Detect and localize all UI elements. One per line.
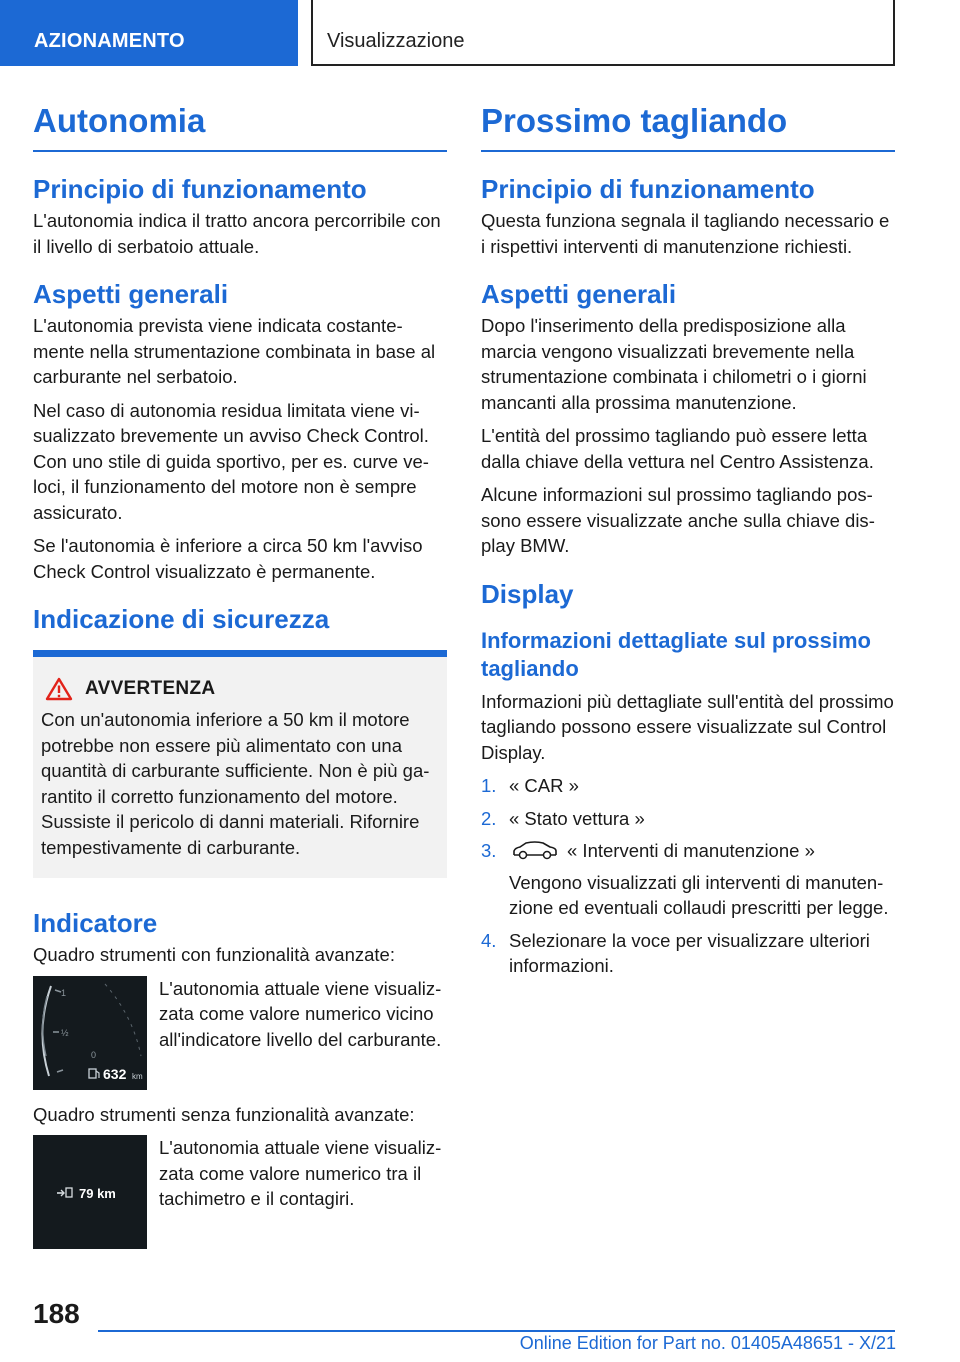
basic-cluster-image xyxy=(33,1135,147,1249)
indicatore-intro-advanced: Quadro strumenti con funzionalità avanzate: xyxy=(33,944,395,965)
display-subheading: Informazioni dettagliate sul prossimo tagliando xyxy=(481,627,871,681)
tagliando-generali-section xyxy=(481,279,895,559)
autonomia-principio-section xyxy=(33,174,447,259)
display-intro: Informazioni più dettagliate sull'entità del prossimo tagliando possono essere visualizzate sul Control Display. xyxy=(481,690,894,763)
warning-box xyxy=(33,650,447,878)
warning-triangle-icon xyxy=(45,677,73,701)
step-2 xyxy=(481,806,895,832)
autonomia-generali-section xyxy=(33,279,447,584)
step-text: « Stato vettura » xyxy=(509,807,645,829)
indicatore-section xyxy=(33,908,447,1249)
right-column xyxy=(481,100,895,986)
header-subtitle: Visualizzazione xyxy=(327,30,465,52)
gauge-tick-half: ½ xyxy=(61,1027,69,1038)
page-number: 188 xyxy=(33,1298,80,1329)
warning-text: Con un'autonomia inferiore a 50 km il motore potrebbe non essere più alimentato con una quantità di carburante sufficiente. Non è più garantito il corretto funzionamento del motore. Sussiste il pericolo di danni materiali. Rifornire tempestivamente di carburante. xyxy=(41,709,430,858)
step-number: 3. xyxy=(481,840,497,861)
step-number: 1. xyxy=(481,775,497,796)
step-3 xyxy=(481,838,895,921)
range-value-advanced: 632 xyxy=(103,1065,127,1082)
tagliando-generali-heading: Aspetti generali xyxy=(481,279,677,309)
gauge-tick-empty: 0 xyxy=(91,1049,97,1060)
display-heading: Display xyxy=(481,578,574,609)
fuel-gauge-graphic xyxy=(33,976,147,1090)
tagliando-generali-p1: Dopo l'inserimento della predisposizione alla marcia vengono visualizzati brevemente nella strumentazione combinata i chilometri o i giorni mancanti alla prossima manutenzione. xyxy=(481,315,867,413)
display-section xyxy=(481,579,895,979)
footer-divider xyxy=(98,1330,895,1332)
warning-title: AVVERTENZA xyxy=(85,678,216,699)
autonomia-principio-text: L'autonomia indica il tratto ancora percorribile con il livello di serbatoio attuale. xyxy=(33,210,441,257)
left-column xyxy=(33,100,447,1261)
indicatore-intro-basic: Quadro strumenti senza funzionalità avanzate: xyxy=(33,1103,415,1125)
step-text: « Interventi di manutenzione » xyxy=(567,840,815,861)
autonomia-principio-heading: Principio di funzionamento xyxy=(33,174,367,204)
fuel-pump-icon xyxy=(89,1069,99,1078)
range-value-basic: 79 km xyxy=(79,1186,116,1201)
warning-header xyxy=(41,677,439,701)
autonomia-generali-p1: L'autonomia prevista viene indicata costantemente nella strumentazione combinata in base al carburante nel serbatoio. xyxy=(33,315,436,387)
step-number: 4. xyxy=(481,929,497,951)
fuel-arrow-icon xyxy=(57,1188,72,1197)
step-number: 2. xyxy=(481,807,497,829)
tagliando-generali-p2: L'entità del prossimo tagliando può essere letta dalla chiave della vettura nel Centro Assistenza. xyxy=(481,425,874,472)
step-4 xyxy=(481,928,895,979)
header-frame xyxy=(311,0,895,66)
gauge-tick-full: 1 xyxy=(61,987,67,998)
tagliando-principio-heading: Principio di funzionamento xyxy=(481,174,815,204)
page-header xyxy=(0,0,960,66)
advanced-cluster-image xyxy=(33,976,147,1090)
range-readout-graphic xyxy=(33,1135,147,1249)
step-1 xyxy=(481,773,895,799)
steps-list xyxy=(481,773,895,979)
indicatore-heading: Indicatore xyxy=(33,908,158,938)
tagliando-generali-p3: Alcune informazioni sul prossimo tagliando possono essere visualizzate anche sulla chiave display BMW. xyxy=(481,484,875,556)
footer-edition: Online Edition for Part no. 01405A48651 - X/21 xyxy=(519,1333,896,1353)
figure-text-basic: L'autonomia attuale viene visualizzata come valore numerico tra il tachimetro e il contagiri. xyxy=(159,1137,442,1209)
figure-row-advanced xyxy=(33,976,447,1090)
chapter-tab: AZIONAMENTO xyxy=(0,0,298,66)
figure-text-advanced: L'autonomia attuale viene visualizzata come valore numerico vicino all'indicatore livello del carburante. xyxy=(159,977,442,1050)
tagliando-principio-section xyxy=(481,174,895,259)
tagliando-title: Prossimo tagliando xyxy=(481,100,895,152)
car-service-icon xyxy=(511,840,559,860)
tagliando-principio-text: Questa funziona segnala il tagliando necessario e i rispettivi interventi di manutenzione richiesti. xyxy=(481,210,890,257)
sicurezza-section xyxy=(33,604,447,878)
sicurezza-heading: Indicazione di sicurezza xyxy=(33,604,330,634)
step-3-detail: Vengono visualizzati gli interventi di manutenzione ed eventuali collaudi prescritti per legge. xyxy=(509,871,889,918)
autonomia-generali-heading: Aspetti generali xyxy=(33,279,229,309)
autonomia-title: Autonomia xyxy=(33,100,447,152)
autonomia-generali-p2: Nel caso di autonomia residua limitata viene visualizzato brevemente un avviso Check Control. Con uno stile di guida sportivo, per es. curve veloci, il funzionamento del motore non è sempre assicurato. xyxy=(33,399,429,523)
step-text: Selezionare la voce per visualizzare ulteriori informazioni. xyxy=(509,929,870,976)
figure-row-basic xyxy=(33,1135,447,1249)
autonomia-generali-p3: Se l'autonomia è inferiore a circa 50 km l'avviso Check Control visualizzato è permanente. xyxy=(33,535,423,582)
range-unit-advanced: km xyxy=(132,1071,143,1081)
step-text: « CAR » xyxy=(509,775,579,796)
